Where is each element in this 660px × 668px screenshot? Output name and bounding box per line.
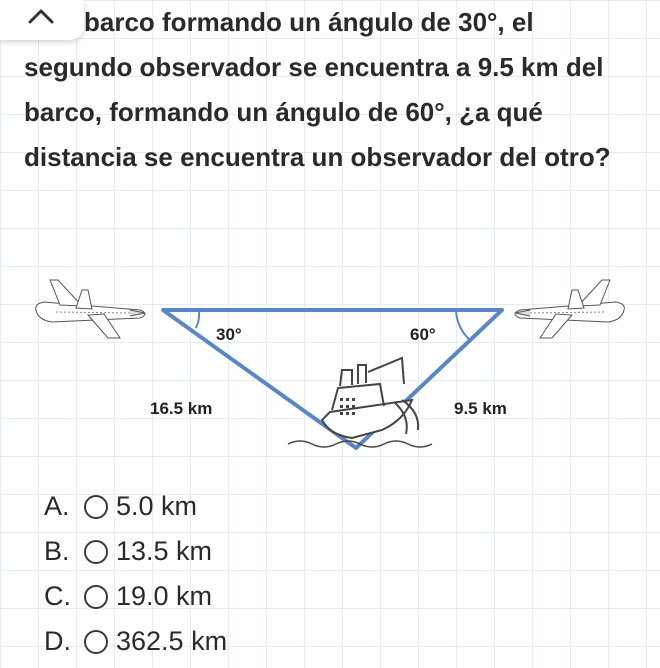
question-text (24, 0, 644, 180)
triangle-diagram (0, 260, 660, 460)
option-d[interactable] (44, 619, 227, 664)
radio-button[interactable] (84, 495, 108, 519)
answer-options (44, 484, 227, 664)
option-a[interactable] (44, 484, 227, 529)
radio-button[interactable] (84, 630, 108, 654)
question-line-1: barco formando un ángulo de 30°, el (84, 7, 534, 37)
radio-button[interactable] (84, 540, 108, 564)
angle-label-right: 60° (410, 325, 436, 344)
ship-icon (288, 358, 432, 447)
angle-label-left: 30° (216, 325, 242, 344)
option-text: 19.0 km (116, 581, 213, 611)
option-letter: B. (44, 536, 70, 566)
ship-windows (340, 398, 355, 415)
option-text: 5.0 km (116, 491, 198, 521)
angle-arc-left (196, 310, 199, 328)
problem-figure (0, 260, 660, 460)
option-b[interactable] (44, 529, 227, 574)
side-label-right: 9.5 km (454, 399, 507, 418)
option-letter: C. (44, 581, 71, 611)
option-text: 362.5 km (116, 626, 228, 656)
question-line-rest: segundo observador se encuentra a 9.5 km del barco, formando un ángulo de 60°, ¿a qué distancia se encuentra un observador del otro? (24, 52, 611, 172)
option-letter: D. (44, 626, 71, 656)
option-letter: A. (44, 491, 70, 521)
angle-arc-right (456, 310, 471, 341)
right-airplane-icon (515, 280, 624, 338)
option-c[interactable] (44, 574, 227, 619)
radio-button[interactable] (84, 585, 108, 609)
option-text: 13.5 km (116, 536, 213, 566)
left-airplane-icon (36, 280, 145, 338)
side-label-left: 16.5 km (150, 399, 213, 418)
